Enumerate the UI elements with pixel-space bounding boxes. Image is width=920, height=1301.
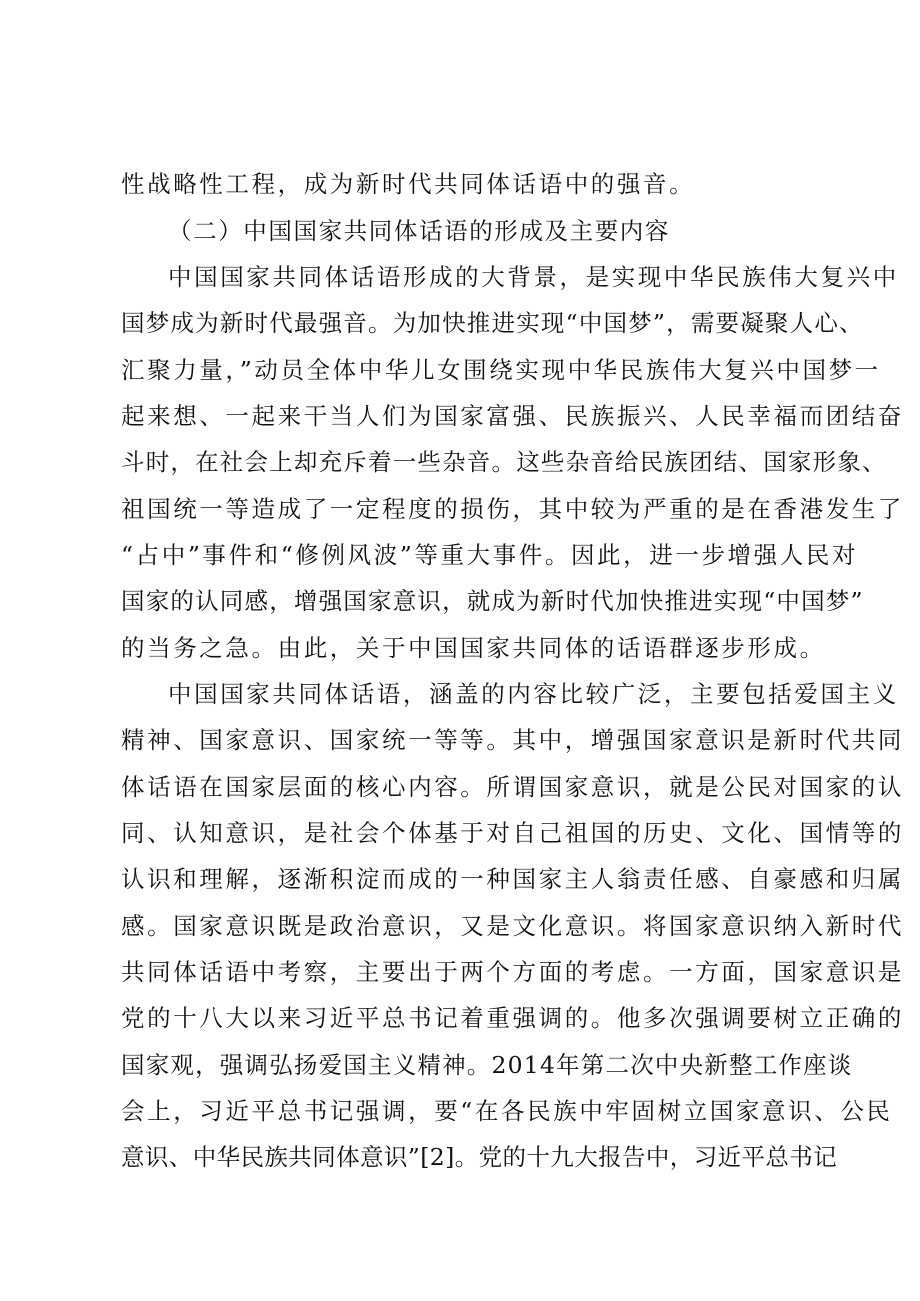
text-line: 起来想、一起来干当人们为国家富强、民族振兴、人民幸福而团结奋 bbox=[121, 402, 904, 430]
text-line: 汇聚力量，”动员全体中华儿女围绕实现中华民族伟大复兴中国梦一 bbox=[121, 356, 881, 384]
section-heading: （二）中国国家共同体话语的形成及主要内容 bbox=[168, 217, 670, 245]
text-line: 的当务之急。由此，关于中国国家共同体的话语群逐步形成。 bbox=[121, 634, 826, 662]
text-line: 祖国统一等造成了一定程度的损伤，其中较为严重的是在香港发生了 bbox=[121, 495, 904, 523]
text-line: 认识和理解，逐渐积淀而成的一种国家主人翁责任感、自豪感和归属 bbox=[121, 865, 904, 893]
text-line: 党的十八大以来习近平总书记着重强调的。他多次强调要树立正确的 bbox=[121, 1004, 904, 1032]
text-line: 国梦成为新时代最强音。为加快推进实现“中国梦”，需要凝聚人心、 bbox=[121, 309, 864, 337]
text-line: 精神、国家意识、国家统一等等。其中，增强国家意识是新时代共同 bbox=[121, 726, 904, 754]
text-line: 国家的认同感，增强国家意识，就成为新时代加快推进实现“中国梦” bbox=[121, 587, 864, 615]
text-line: 体话语在国家层面的核心内容。所谓国家意识，就是公民对国家的认 bbox=[121, 773, 904, 801]
text-line: 意识、中华民族共同体意识”[2]。党的十九大报告中，习近平总书记 bbox=[121, 1143, 838, 1171]
text-line: 共同体话语中考察，主要出于两个方面的考虑。一方面，国家意识是 bbox=[121, 958, 904, 986]
text-line: 感。国家意识既是政治意识，又是文化意识。将国家意识纳入新时代 bbox=[121, 912, 904, 940]
text-line: 同、认知意识，是社会个体基于对自己祖国的历史、文化、国情等的 bbox=[121, 819, 904, 847]
text-line: 会上，习近平总书记强调，要“在各民族中牢固树立国家意识、公民 bbox=[121, 1097, 893, 1125]
text-line: “占中”事件和“修例风波”等重大事件。因此，进一步增强人民对 bbox=[121, 541, 859, 569]
text-line: 性战略性工程，成为新时代共同体话语中的强音。 bbox=[121, 170, 696, 198]
paragraph-first-line: 中国国家共同体话语，涵盖的内容比较广泛，主要包括爱国主义 bbox=[168, 680, 899, 708]
text-line: 国家观，强调弘扬爱国主义精神。2014年第二次中央新整工作座谈 bbox=[121, 1051, 853, 1079]
paragraph-first-line: 中国国家共同体话语形成的大背景，是实现中华民族伟大复兴中 bbox=[168, 263, 899, 291]
text-line: 斗时，在社会上却充斥着一些杂音。这些杂音给民族团结、国家形象、 bbox=[121, 448, 887, 476]
